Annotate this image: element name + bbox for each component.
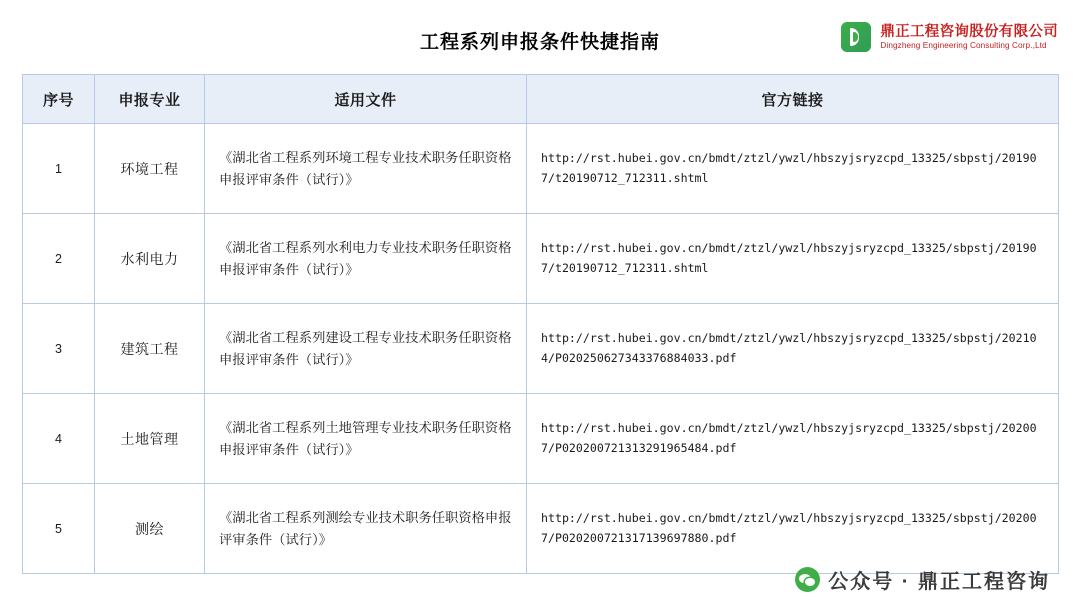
cell-document: 《湖北省工程系列水利电力专业技术职务任职资格申报评审条件（试行）》 [205, 214, 527, 304]
company-brand [841, 22, 1058, 52]
cell-link[interactable]: http://rst.hubei.gov.cn/bmdt/ztzl/ywzl/hbszyjsryzcpd_13325/sbpstj/202007/P020200721317139697880.pdf [527, 484, 1059, 574]
footer-watermark-text: 公众号 · 鼎正工程咨询 [828, 571, 1050, 593]
leaf-logo-icon [841, 22, 871, 52]
cell-link[interactable]: http://rst.hubei.gov.cn/bmdt/ztzl/ywzl/hbszyjsryzcpd_13325/sbpstj/202104/P020250627343376884033.pdf [527, 304, 1059, 394]
cell-document: 《湖北省工程系列土地管理专业技术职务任职资格申报评审条件（试行）》 [205, 394, 527, 484]
cell-link[interactable]: http://rst.hubei.gov.cn/bmdt/ztzl/ywzl/hbszyjsryzcpd_13325/sbpstj/202007/P020200721313291965484.pdf [527, 394, 1059, 484]
cell-no: 1 [23, 124, 95, 214]
table-row [23, 394, 1059, 484]
cell-document: 《湖北省工程系列建设工程专业技术职务任职资格申报评审条件（试行）》 [205, 304, 527, 394]
cell-link[interactable]: http://rst.hubei.gov.cn/bmdt/ztzl/ywzl/hbszyjsryzcpd_13325/sbpstj/201907/t20190712_712311.shtml [527, 124, 1059, 214]
column-header-document: 适用文件 [205, 75, 527, 124]
column-header-major: 申报专业 [95, 75, 205, 124]
page-header [0, 0, 1080, 74]
cell-link[interactable]: http://rst.hubei.gov.cn/bmdt/ztzl/ywzl/hbszyjsryzcpd_13325/sbpstj/201907/t20190712_712311.shtml [527, 214, 1059, 304]
table-row [23, 124, 1059, 214]
table-header-row [23, 75, 1059, 124]
column-header-link: 官方链接 [527, 75, 1059, 124]
cell-major: 环境工程 [95, 124, 205, 214]
table-row [23, 484, 1059, 574]
table-row [23, 304, 1059, 394]
cell-no: 4 [23, 394, 95, 484]
page-title: 工程系列申报条件快捷指南 [419, 32, 660, 53]
cell-document: 《湖北省工程系列测绘专业技术职务任职资格申报评审条件（试行）》 [205, 484, 527, 574]
table-row [23, 214, 1059, 304]
cell-no: 3 [23, 304, 95, 394]
cell-no: 2 [23, 214, 95, 304]
cell-major: 测绘 [95, 484, 205, 574]
cell-document: 《湖北省工程系列环境工程专业技术职务任职资格申报评审条件（试行）》 [205, 124, 527, 214]
company-name-en: Dingzheng Engineering Consulting Corp.,Ltd [880, 40, 1047, 50]
footer-watermark [795, 565, 1050, 594]
table-header [23, 75, 1059, 124]
cell-major: 土地管理 [95, 394, 205, 484]
guide-table-wrapper [22, 74, 1058, 574]
guide-table [22, 74, 1059, 574]
cell-no: 5 [23, 484, 95, 574]
cell-major: 水利电力 [95, 214, 205, 304]
cell-major: 建筑工程 [95, 304, 205, 394]
company-name-block [880, 23, 1058, 51]
table-body [23, 124, 1059, 574]
wechat-icon [795, 567, 820, 592]
company-name-cn: 鼎正工程咨询股份有限公司 [880, 23, 1058, 40]
column-header-no: 序号 [23, 75, 95, 124]
